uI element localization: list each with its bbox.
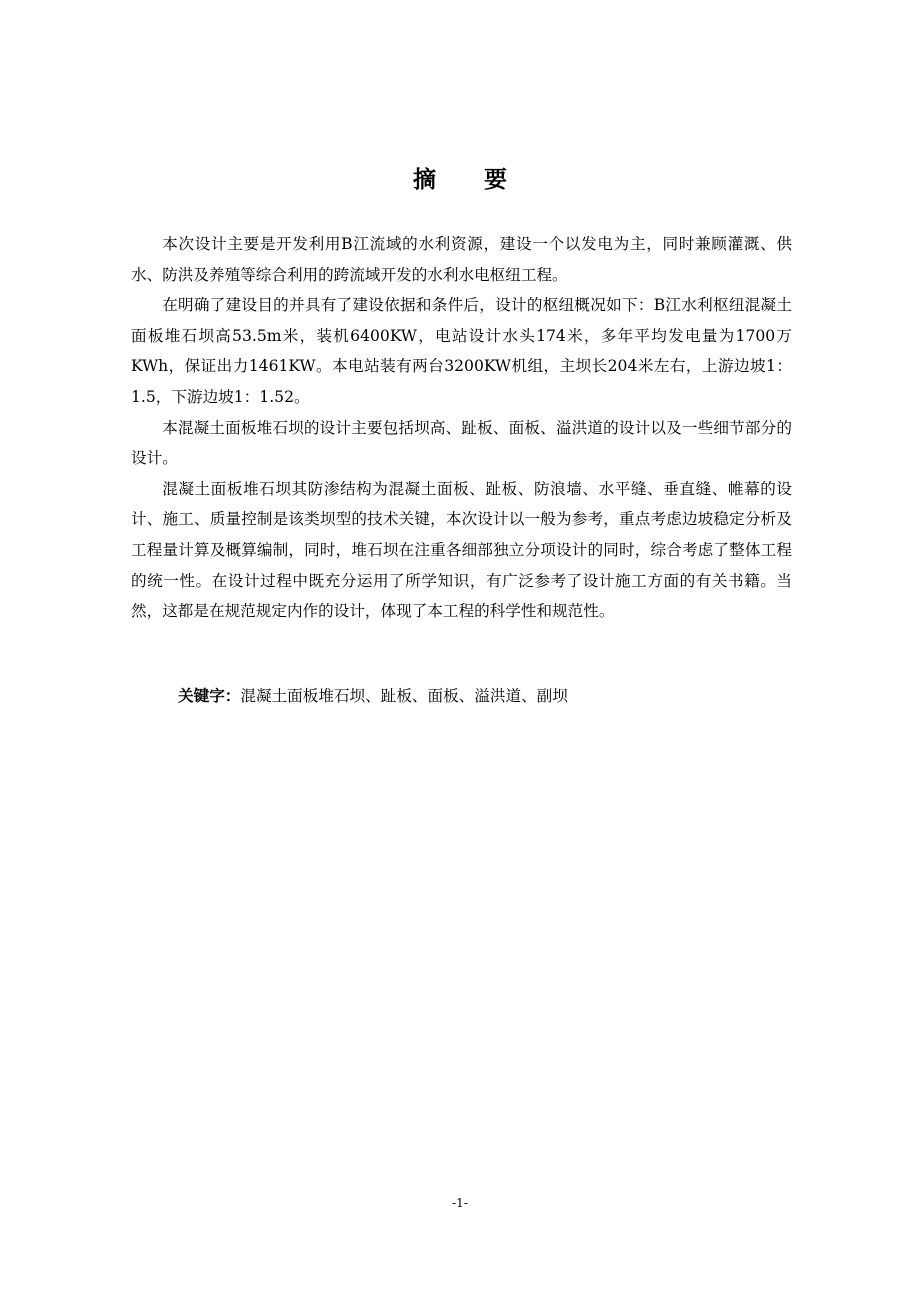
keywords-text: 混凝土面板堆石坝、趾板、面板、溢洪道、副坝 xyxy=(240,687,568,705)
abstract-title: 摘 要 xyxy=(412,167,527,193)
abstract-body xyxy=(131,229,792,627)
paragraph-2: 在明确了建设目的并具有了建设依据和条件后，设计的枢纽概况如下：B江水利枢纽混凝土面板堆石坝高53.5m米，装机6400KW，电站设计水头174米，多年平均发电量为1700万KWh，保证出力1461KW。本电站装有两台3200KW机组，主坝长204米左右，上游边坡1：1.5，下游边坡1：1.52。 xyxy=(131,296,792,406)
page-number: -1- xyxy=(452,1196,468,1210)
keywords-line xyxy=(178,681,798,711)
paragraph-3: 本混凝土面板堆石坝的设计主要包括坝高、趾板、面板、溢洪道的设计以及一些细节部分的设计。 xyxy=(131,418,792,468)
paragraph-1: 本次设计主要是开发利用B江流域的水利资源，建设一个以发电为主，同时兼顾灌溉、供水、防洪及养殖等综合利用的跨流域开发的水利水电枢纽工程。 xyxy=(131,235,792,284)
paragraph-4: 混凝土面板堆石坝其防渗结构为混凝土面板、趾板、防浪墙、水平缝、垂直缝、帷幕的设计、施工、质量控制是该类坝型的技术关键，本次设计以一般为参考，重点考虑边坡稳定分析及工程量计算及概算编制，同时，堆石坝在注重各细部独立分项设计的同时，综合考虑了整体工程的统一性。在设计过程中既充分运用了所学知识，有广泛参考了设计施工方面的有关书籍。当然，这都是在规范规定内作的设计，体现了本工程的科学性和规范性。 xyxy=(131,479,792,621)
keywords-label: 关键字： xyxy=(178,687,241,705)
